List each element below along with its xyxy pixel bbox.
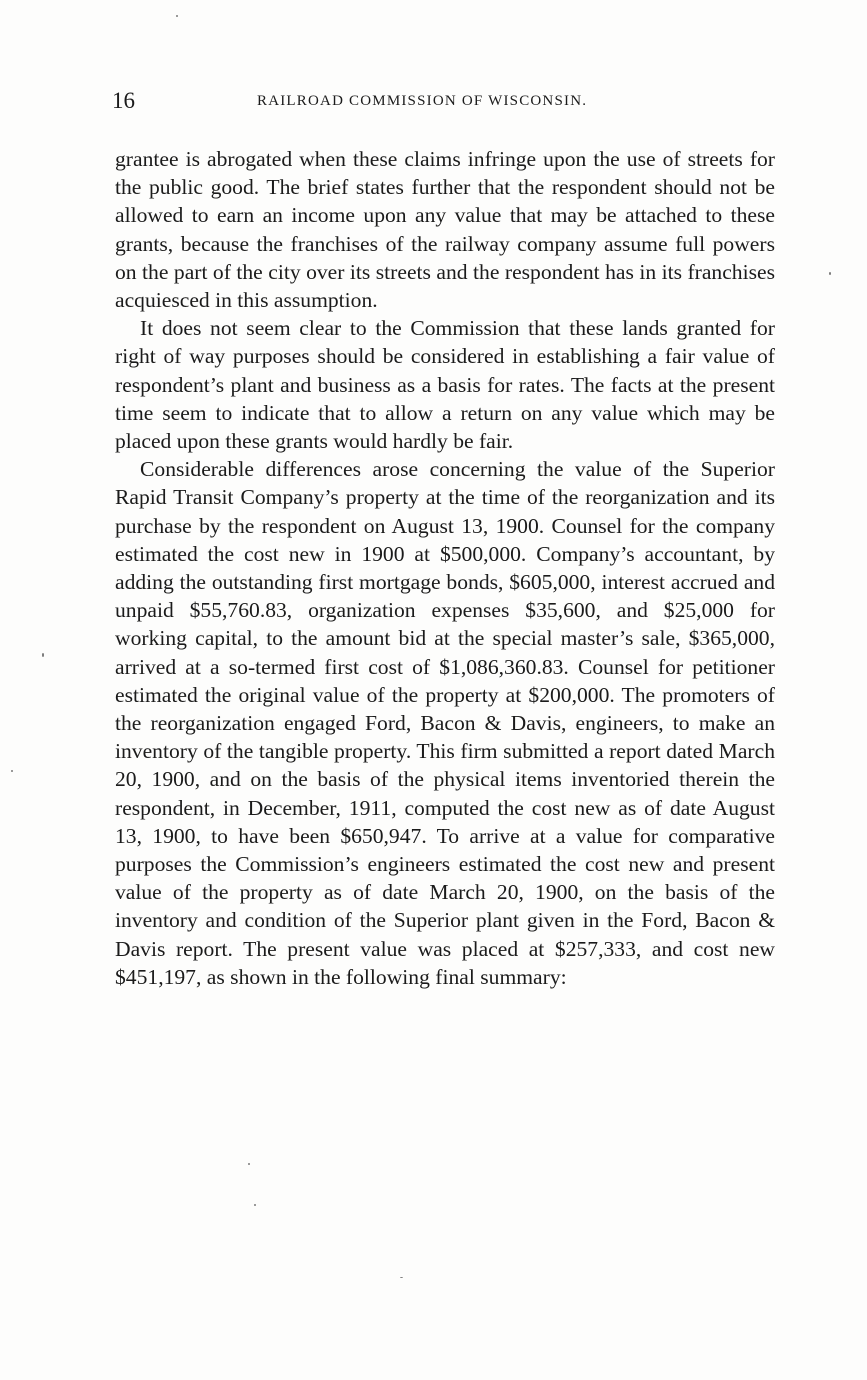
- scan-speck: [42, 653, 44, 657]
- scan-speck: [829, 272, 831, 275]
- paragraph-valuation: Considerable differences arose concerning the value of the Superior Rapid Transit Company’s property at the time of the reorganization and its purchase by the respondent on August 13, 1900. Counsel for the company estimated the cost new in 1900 at $500,000. Company’s accountant, by adding the outstanding first mortgage bonds, $605,000, interest accrued and unpaid $55,760.83, organization expenses $35,600, and $25,000 for working capital, to the amount bid at the special master’s sale, $365,000, arrived at a so-termed first cost of $1,086,360.83. Counsel for petitioner estimated the original value of the property at $200,000. The promoters of the reorganization engaged Ford, Bacon & Davis, engineers, to make an inventory of the tangible property. This firm submitted a report dated March 20, 1900, and on the basis of the physical items inventoried therein the respondent, in December, 1911, computed the cost new as of date August 13, 1900, to have been $650,947. To arrive at a value for comparative purposes the Commission’s engineers estimated the cost new and present value of the property as of date March 20, 1900, on the basis of the inventory and condition of the Superior plant given in the Ford, Bacon & Davis report. The present value was placed at $257,333, and cost new $451,197, as shown in the following final summary:: [115, 457, 775, 989]
- page-header: [112, 88, 772, 120]
- scan-speck: [400, 1277, 403, 1278]
- scan-speck: [254, 1204, 256, 1206]
- running-title: RAILROAD COMMISSION OF WISCONSIN.: [257, 93, 588, 109]
- paragraph-continuation: grantee is abrogated when these claims infringe upon the use of streets for the public good. The brief states further that the respondent should not be allowed to earn an income upon any value that may be attached to these grants, because the franchises of the railway company assume full powers on the part of the city over its streets and the respondent has in its franchises acquiesced in this assumption.: [115, 147, 775, 313]
- page-number: 16: [112, 88, 135, 113]
- scan-speck: [248, 1163, 250, 1165]
- scan-speck: [176, 15, 178, 17]
- body-text: [115, 145, 775, 991]
- scan-speck: [11, 770, 13, 772]
- paragraph-right-of-way: It does not seem clear to the Commission that these lands granted for right of way purposes should be considered in establishing a fair value of respondent’s plant and business as a basis for rates. The facts at the present time seem to indicate that to allow a return on any value which may be placed upon these grants would hardly be fair.: [115, 316, 775, 454]
